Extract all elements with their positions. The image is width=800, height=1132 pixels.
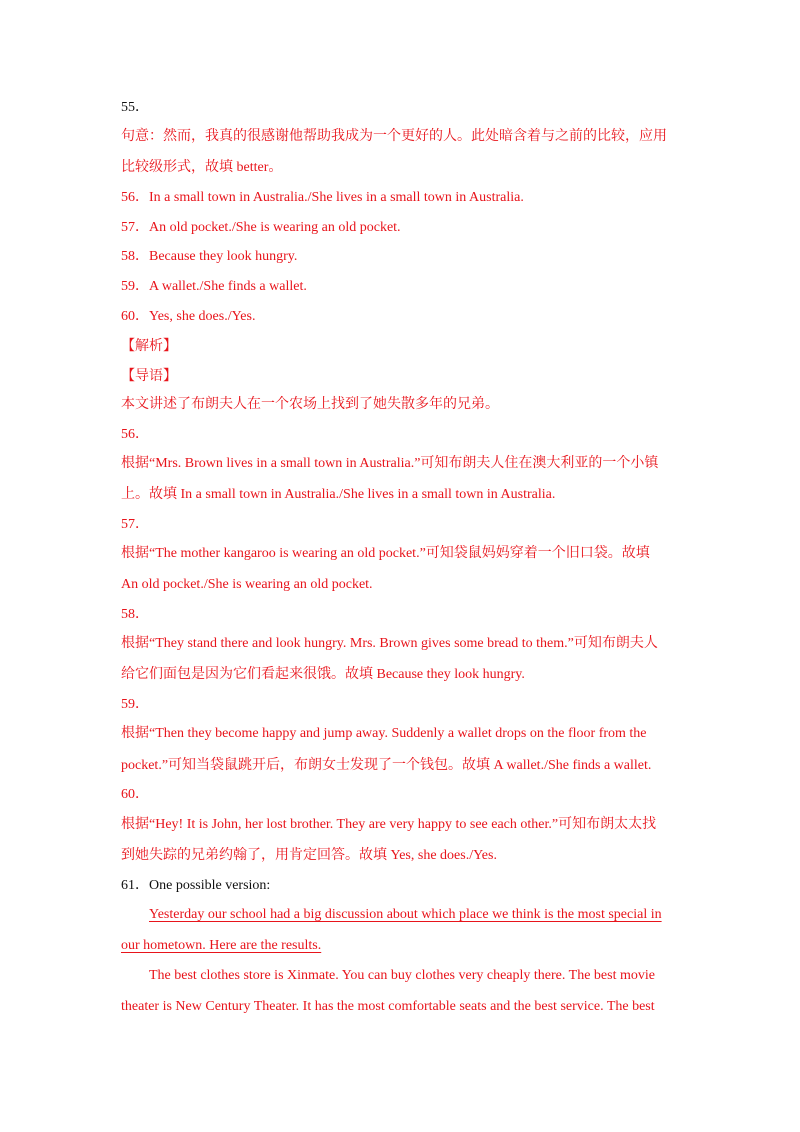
- explanation-56-cont: 上。故填 In a small town in Australia./She lives in a small town in Australia.: [121, 487, 556, 502]
- explanation-57-number: 57．: [121, 517, 149, 532]
- explanation-56: 根据“Mrs. Brown lives in a small town in Australia.”可知布朗夫人住在澳大利亚的一个小镇: [121, 456, 659, 471]
- answer-60: 60．Yes, she does./Yes.: [121, 309, 256, 324]
- explanation-59-number: 59．: [121, 697, 149, 712]
- explanation-60-cont: 到她失踪的兄弟约翰了，用肯定回答。故填 Yes, she does./Yes.: [121, 848, 497, 863]
- essay-paragraph-1-cont: our hometown. Here are the results.: [121, 938, 322, 953]
- explanation-56-number: 56．: [121, 427, 149, 442]
- answer-56: 56．In a small town in Australia./She lives in a small town in Australia.: [121, 190, 524, 205]
- lead-heading: 【导语】: [121, 369, 177, 384]
- answer-57: 57．An old pocket./She is wearing an old pocket.: [121, 220, 401, 235]
- answer-55-explanation-cont: 比较级形式，故填 better。: [121, 160, 283, 175]
- explanation-59: 根据“Then they become happy and jump away. Suddenly a wallet drops on the floor from the: [121, 726, 647, 741]
- essay-paragraph-1: Yesterday our school had a big discussion about which place we think is the most special in: [149, 907, 662, 922]
- essay-paragraph-2-cont: theater is New Century Theater. It has the most comfortable seats and the best service. The best: [121, 999, 655, 1014]
- explanation-58-cont: 给它们面包是因为它们看起来很饿。故填 Because they look hungry.: [121, 667, 525, 682]
- explanation-58: 根据“They stand there and look hungry. Mrs. Brown gives some bread to them.”可知布朗夫人: [121, 636, 658, 651]
- explanation-57: 根据“The mother kangaroo is wearing an old pocket.”可知袋鼠妈妈穿着一个旧口袋。故填: [121, 546, 650, 561]
- answer-58: 58．Because they look hungry.: [121, 249, 298, 264]
- answer-59: 59．A wallet./She finds a wallet.: [121, 279, 307, 294]
- analysis-heading: 【解析】: [121, 339, 177, 354]
- explanation-60: 根据“Hey! It is John, her lost brother. They are very happy to see each other.”可知布朗太太找: [121, 817, 657, 832]
- explanation-59-cont: pocket.”可知当袋鼠跳开后，布朗女士发现了一个钱包。故填 A wallet./She finds a wallet.: [121, 758, 652, 773]
- explanation-60-number: 60．: [121, 787, 149, 802]
- answer-55-explanation: 句意：然而，我真的很感谢他帮助我成为一个更好的人。此处暗含着与之前的比较，应用: [121, 129, 667, 144]
- essay-paragraph-2: The best clothes store is Xinmate. You can buy clothes very cheaply there. The best movie: [149, 968, 655, 983]
- answer-61-heading: 61．One possible version:: [121, 878, 271, 893]
- answer-55-number: 55．: [121, 100, 149, 115]
- explanation-57-cont: An old pocket./She is wearing an old pocket.: [121, 577, 373, 592]
- explanation-58-number: 58．: [121, 607, 149, 622]
- passage-summary: 本文讲述了布朗夫人在一个农场上找到了她失散多年的兄弟。: [121, 397, 499, 412]
